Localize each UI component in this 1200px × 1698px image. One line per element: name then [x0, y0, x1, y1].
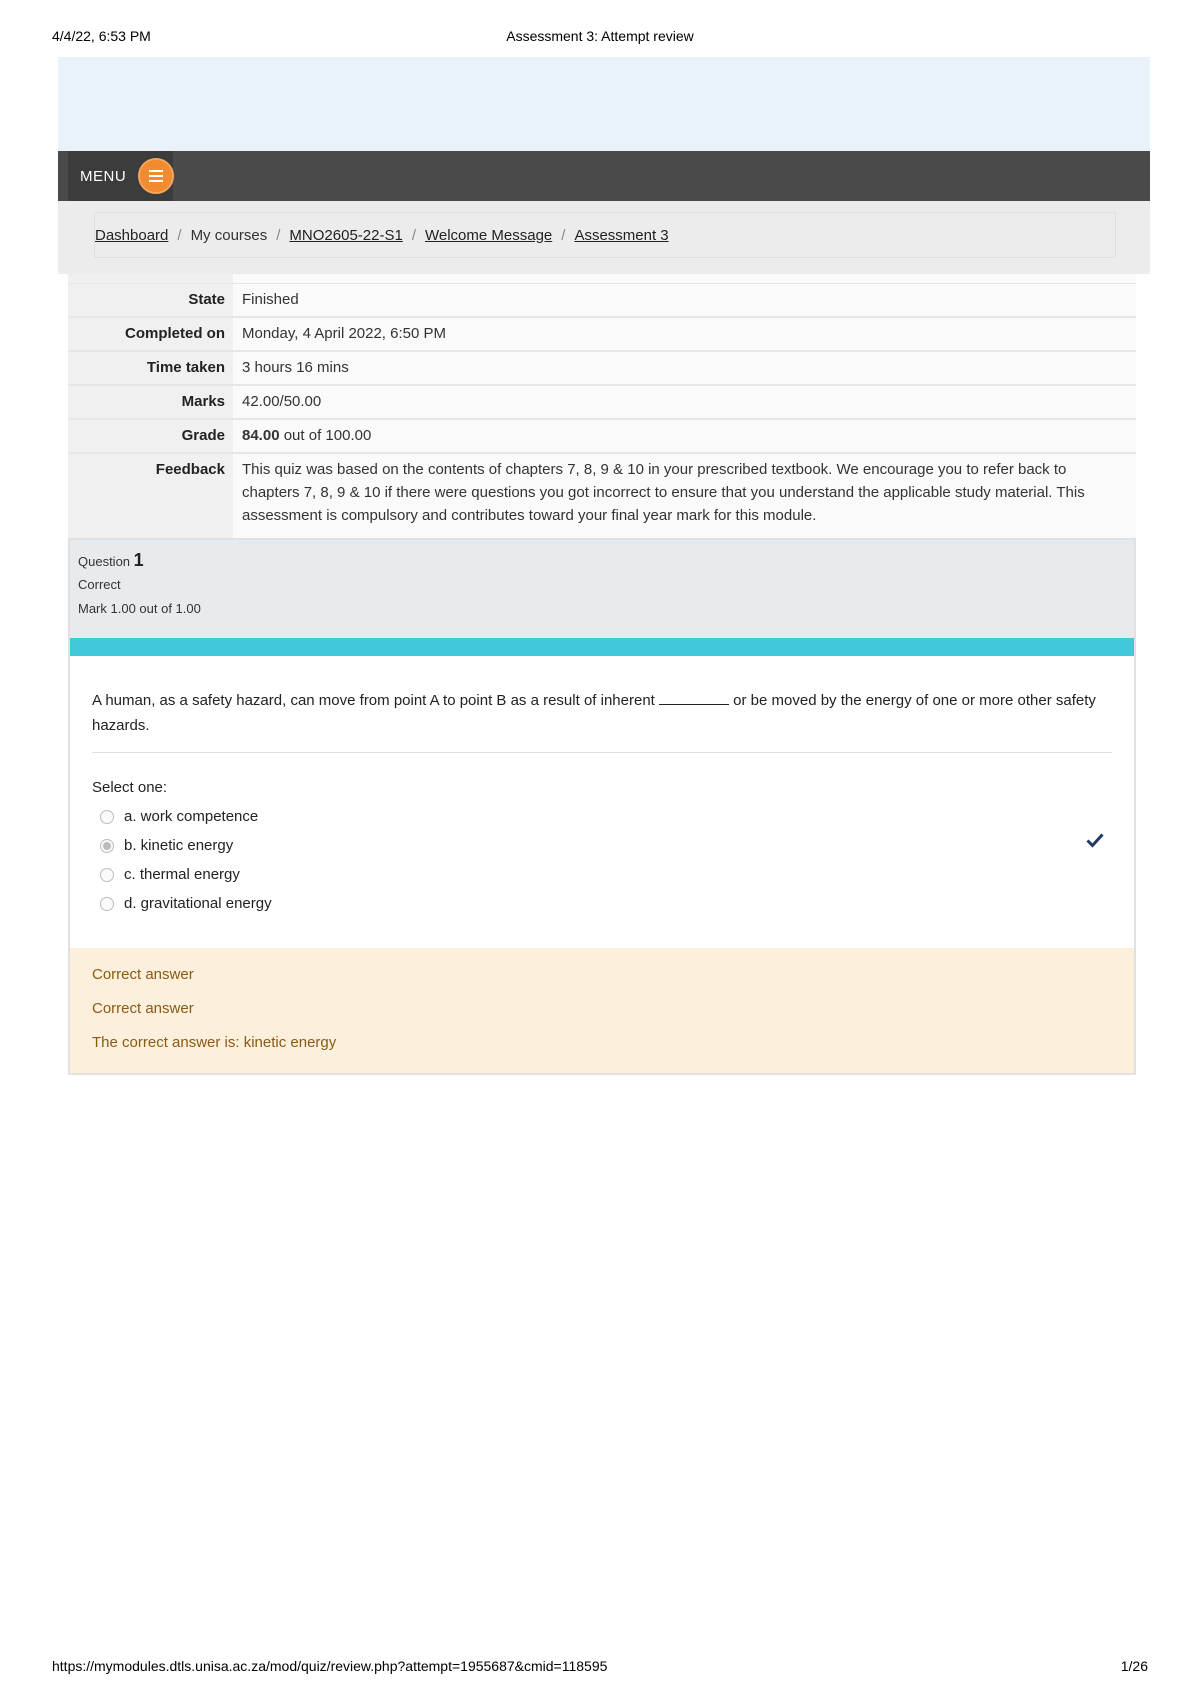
answer-options [92, 802, 1112, 918]
radio-button[interactable] [100, 810, 114, 824]
summary-value: This quiz was based on the contents of chapters 7, 8, 9 & 10 in your prescribed textbook. We encourage you to refer back to chapters 7, 8, 9 & 10 if there were questions you got incorrect to ensure that you understand the applicable study material. This assessment is compulsory and contributes toward your final year mark for this module. [233, 454, 1136, 541]
print-url: https://mymodules.dtls.unisa.ac.za/mod/quiz/review.php?attempt=1955687&cmid=118595 [52, 1658, 608, 1674]
question-grade: Mark 1.00 out of 1.00 [78, 601, 201, 616]
feedback-line: Correct answer [92, 966, 194, 983]
question-card [68, 538, 1136, 1075]
radio-button[interactable] [100, 868, 114, 882]
summary-row-grade [68, 420, 1136, 454]
select-one-prompt: Select one: [92, 779, 168, 796]
grade-value: 84.00 [242, 427, 280, 444]
radio-button[interactable] [100, 897, 114, 911]
summary-label: State [68, 284, 233, 316]
summary-value: Finished [233, 284, 1136, 316]
grade-out-of: out of 100.00 [279, 427, 372, 444]
summary-row-marks [68, 386, 1136, 420]
option-a[interactable] [92, 802, 1112, 831]
breadcrumb [94, 212, 1116, 258]
menu-bar [58, 151, 1150, 201]
print-footer [52, 1658, 1148, 1678]
question-number: Question 1 [78, 550, 144, 570]
summary-row-time-taken [68, 352, 1136, 386]
option-d[interactable] [92, 889, 1112, 918]
summary-label: Completed on [68, 318, 233, 350]
summary-label: Feedback [68, 454, 233, 541]
option-label: b. kinetic energy [124, 837, 234, 854]
print-header [52, 28, 1148, 48]
answer-blank [659, 704, 729, 705]
breadcrumb-my-courses: My courses [190, 226, 268, 244]
question-feedback [70, 948, 1134, 1073]
option-label: c. thermal energy [124, 866, 240, 883]
summary-value: 42.00/50.00 [233, 386, 1136, 418]
breadcrumb-dashboard[interactable]: Dashboard [95, 226, 169, 244]
check-icon [1086, 832, 1104, 848]
option-label: a. work competence [124, 808, 259, 825]
hamburger-icon[interactable] [138, 158, 174, 194]
breadcrumb-separator: / [177, 226, 182, 244]
breadcrumb-assessment[interactable]: Assessment 3 [574, 226, 669, 244]
summary-row-state [68, 284, 1136, 318]
breadcrumb-separator: / [276, 226, 281, 244]
page-number: 1/26 [1120, 1658, 1148, 1674]
question-accent-bar [70, 638, 1134, 656]
menu-label: MENU [80, 167, 127, 185]
summary-row-feedback [68, 454, 1136, 543]
summary-row-completed-on [68, 318, 1136, 352]
summary-row-clipped [68, 274, 1136, 284]
question-info [70, 540, 1134, 638]
option-c[interactable] [92, 860, 1112, 889]
radio-button-selected[interactable] [100, 839, 114, 853]
option-b[interactable] [92, 831, 1112, 860]
option-label: d. gravitational energy [124, 895, 272, 912]
summary-value: Monday, 4 April 2022, 6:50 PM [233, 318, 1136, 350]
question-state: Correct [78, 577, 121, 592]
attempt-summary-table [68, 274, 1136, 543]
summary-label: Grade [68, 420, 233, 452]
breadcrumb-welcome-message[interactable]: Welcome Message [424, 226, 553, 244]
correct-answer-text: The correct answer is: kinetic energy [92, 1034, 337, 1051]
breadcrumb-course[interactable]: MNO2605-22-S1 [289, 226, 403, 244]
summary-label: Marks [68, 386, 233, 418]
breadcrumb-separator: / [411, 226, 416, 244]
question-text: A human, as a safety hazard, can move from point A to point B as a result of inherent or be moved by the energy of one or more other safety hazards. [92, 688, 1112, 753]
print-title: Assessment 3: Attempt review [506, 28, 694, 44]
breadcrumb-bar [58, 201, 1150, 274]
feedback-line: Correct answer [92, 1000, 194, 1017]
breadcrumb-separator: / [561, 226, 566, 244]
print-date: 4/4/22, 6:53 PM [52, 28, 151, 44]
question-content [70, 656, 1134, 948]
site-banner [58, 57, 1150, 151]
summary-value [233, 420, 1136, 452]
summary-value: 3 hours 16 mins [233, 352, 1136, 384]
summary-label: Time taken [68, 352, 233, 384]
